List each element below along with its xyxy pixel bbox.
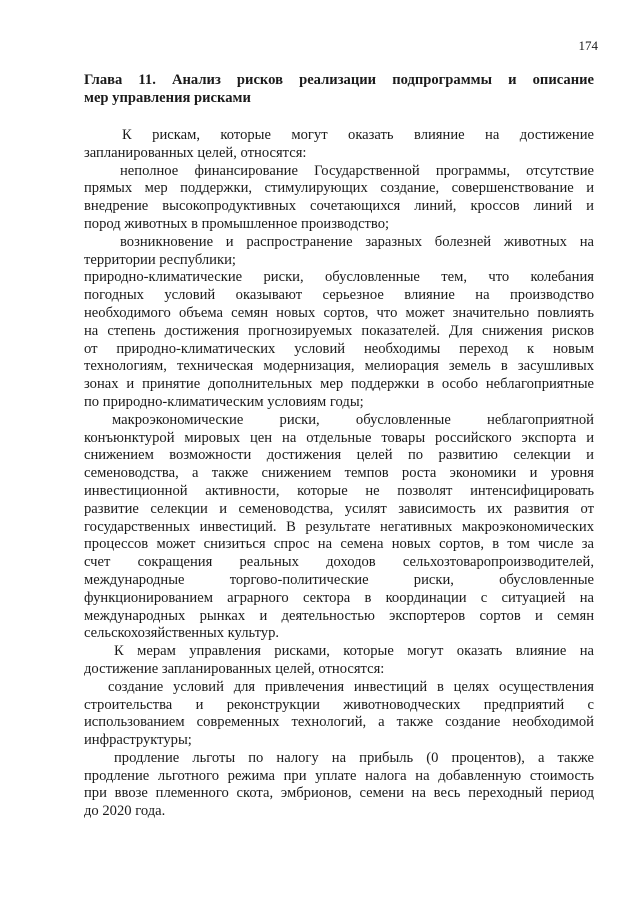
text-line: процессов может снизиться спрос на семена новых сортов, в том числе за bbox=[84, 536, 594, 553]
text-line: К рискам, которые могут оказать влияние на достижение bbox=[122, 127, 594, 143]
text-line: макроэкономические риски, обусловленные неблагоприятной bbox=[112, 411, 594, 428]
text-line: создание условий для привлечения инвестиций в целях осуществления bbox=[108, 678, 594, 695]
text-line: семеноводства, а также снижением темпов роста экономики и уровня bbox=[84, 465, 594, 482]
text-line: развитие селекции и семеноводства, усилят зависимость их развития от bbox=[84, 500, 594, 517]
paragraph-risks-intro bbox=[84, 127, 594, 163]
text-line: неполное финансирование Государственной программы, отсутствие bbox=[120, 162, 594, 179]
text-line: функционированием аграрного сектора в координации с ситуацией на bbox=[84, 589, 594, 606]
text-line: погодных условий оказывают серьезное влияние на производство bbox=[84, 287, 594, 304]
body-text bbox=[84, 127, 594, 821]
text-line: международные торгово-политические риски, обусловленные bbox=[84, 571, 594, 588]
text-line: от природно-климатических условий необходимы переход к новым bbox=[84, 340, 594, 357]
text-line: использованием современных технологий, а также создание необходимой bbox=[84, 714, 594, 731]
text-line: пород животных в промышленное производство; bbox=[84, 215, 390, 232]
text-line: конъюнктурой мировых цен на отдельные товары российского экспорта и bbox=[84, 429, 594, 446]
text-line: достижение запланированных целей, относятся: bbox=[84, 660, 385, 677]
text-line: при ввозе племенного скота, эмбрионов, семени на весь переходный период bbox=[84, 785, 594, 802]
text-line: снижением возможности достижения целей по развитию селекции и bbox=[84, 447, 594, 464]
text-line: строительства и реконструкции животноводческих предприятий с bbox=[84, 696, 594, 713]
text-line: международных рынках и деятельностью экспортеров сортов и семян bbox=[84, 607, 594, 624]
text-line: зонах и принятие дополнительных мер поддержки в особо неблагоприятные bbox=[84, 376, 594, 393]
text-line: продление льготы по налогу на прибыль (0 процентов), а также bbox=[114, 749, 594, 766]
page-number: 174 bbox=[578, 38, 598, 53]
chapter-title-line-2: мер управления рисками bbox=[84, 90, 251, 106]
text-line: запланированных целей, относятся: bbox=[84, 144, 307, 161]
paragraph-measure-investment bbox=[84, 679, 594, 750]
chapter-title-line-1: Глава 11. Анализ рисков реализации подпрограммы и описание bbox=[84, 72, 594, 88]
text-line: продление льготного режима при уплате налога на добавленную стоимость bbox=[84, 767, 594, 784]
text-line: сельскохозяйственных культур. bbox=[84, 625, 280, 642]
paragraph-measures-intro bbox=[84, 643, 594, 679]
text-line: до 2020 года. bbox=[84, 803, 166, 820]
text-line: К мерам управления рисками, которые могут оказать влияние на bbox=[114, 643, 594, 660]
paragraph-risk-diseases bbox=[84, 234, 594, 270]
text-line: технологиям, техническая модернизация, мелиорация земель в засушливых bbox=[84, 358, 594, 375]
paragraph-risk-macroeconomic bbox=[84, 412, 594, 643]
text-line: инвестиционной активности, которые не позволят интенсифицировать bbox=[84, 482, 594, 499]
text-line: по природно-климатическим условиям годы; bbox=[84, 393, 364, 410]
chapter-title bbox=[84, 71, 594, 107]
text-line: на степень достижения прогнозируемых показателей. Для снижения рисков bbox=[84, 322, 594, 339]
text-line: внедрение высокопродуктивных сочетающихся линий, кроссов линий и bbox=[84, 198, 594, 215]
paragraph-measure-tax-benefit bbox=[84, 750, 594, 821]
text-line: территории республики; bbox=[84, 251, 236, 268]
text-line: счет сокращения реальных доходов сельхозтоваропроизводителей, bbox=[84, 554, 594, 571]
paragraph-risk-financing bbox=[84, 163, 594, 234]
text-line: инфраструктуры; bbox=[84, 732, 192, 749]
text-line: государственных инвестиций. В результате негативных макроэкономических bbox=[84, 518, 594, 535]
text-line: возникновение и распространение заразных болезней животных на bbox=[120, 233, 594, 250]
text-line: прямых мер поддержки, стимулирующих создание, совершенствование и bbox=[84, 180, 594, 197]
text-line: необходимого объема семян новых сортов, что может значительно повлиять bbox=[84, 304, 594, 321]
paragraph-risk-climate bbox=[84, 269, 594, 411]
text-line: природно-климатические риски, обусловленные тем, что колебания bbox=[84, 269, 594, 286]
